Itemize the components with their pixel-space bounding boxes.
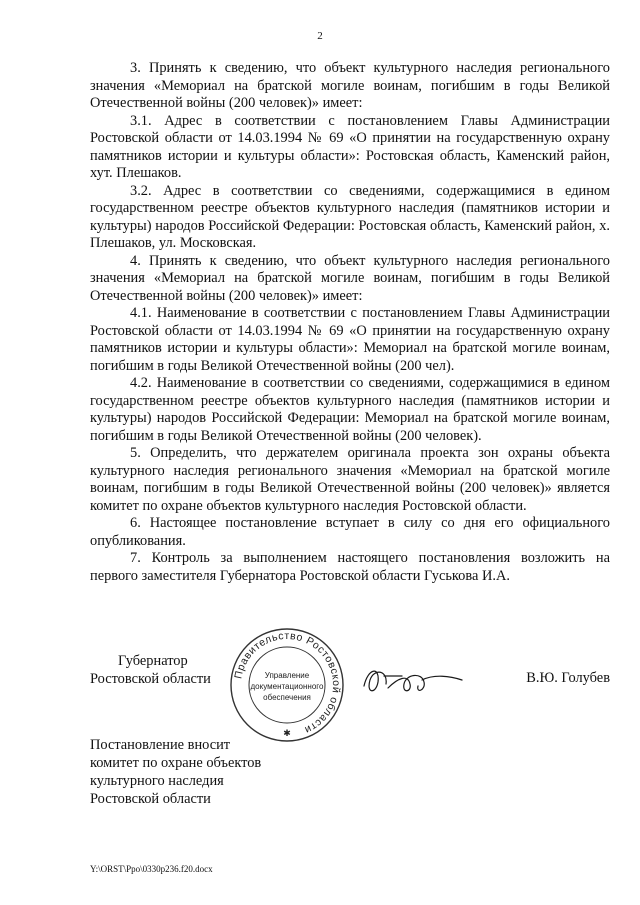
document-body [90,60,610,585]
stamp-inner-line3: обеспечения [263,693,311,702]
official-stamp [228,626,346,744]
paragraph-4: 4. Принять к сведению, что объект культурного наследия регионального значения «Мемориал на братской могиле воинам, погибшим в годы Великой Отечественной войны (200 человек)» имеет: [90,252,610,304]
paragraph-3: 3. Принять к сведению, что объект культурного наследия регионального значения «Мемориал на братской могиле воинам, погибшим в годы Великой Отечественной войны (200 человек)» имеет: [90,60,610,111]
handwritten-signature [358,660,478,702]
file-path: Y:\ORST\Ppo\0330p236.f20.docx [90,864,213,874]
governor-name: В.Ю. Голубев [526,670,610,686]
submitted-by-line3: культурного наследия [90,773,224,789]
stamp-outer-text: Правительство Ростовской области [232,629,343,737]
paragraph-3-2: 3.2. Адрес в соответствии со сведениями, содержащимися в едином государственном реестре объектов культурного наследия (памятников истории и культуры) народов Российской Федерации: Ростовская область, Каменский район, х. Плешаков, ул. Московская. [90,182,610,251]
submitted-by-line1: Постановление вносит [90,737,231,753]
signature-block [90,652,610,742]
stamp-inner-line2: документационного [250,682,324,691]
paragraph-6: 6. Настоящее постановление вступает в силу со дня его официального опубликования. [90,515,610,549]
submitted-by-line2: комитет по охране объектов [90,755,262,771]
governor-title-line2: Ростовской области [90,671,211,687]
paragraph-5: 5. Определить, что держателем оригинала проекта зон охраны объекта культурного наследия регионального значения «Мемориал на братской могиле воинам, погибшим в годы Великой Отечественной войны (200 человек)» является комитет по охране объектов культурного наследия Ростовской области. [90,445,610,514]
governor-title-line1: Губернатор [118,653,188,669]
paragraph-7: 7. Контроль за выполнением настоящего постановления возложить на первого заместителя Губернатора Ростовской области Гуськова И.А. [90,550,610,584]
paragraph-4-1: 4.1. Наименование в соответствии с постановлением Главы Администрации Ростовской области от 14.03.1994 № 69 «О принятии на государственную охрану памятников истории и культуры области»: Мемориал на братской могиле воинам, погибшим в годы Великой Отечественной войны (200 чел). [90,305,610,374]
governor-title [90,652,211,688]
submitted-by-line4: Ростовской области [90,791,211,807]
stamp-star-icon: ✱ [283,728,291,738]
stamp-inner-line1: Управление [264,671,310,680]
page-number: 2 [317,30,323,42]
submitted-by-note [90,736,261,808]
paragraph-3-1: 3.1. Адрес в соответствии с постановлением Главы Администрации Ростовской области от 14.03.1994 № 69 «О принятии на государственную охрану памятников истории и культуры области»: Ростовская область, Каменский район, хут. Плешаков. [90,112,610,181]
paragraph-4-2: 4.2. Наименование в соответствии со сведениями, содержащимися в едином государственном реестре объектов культурного наследия (памятников истории и культуры) народов Российской Федерации: Мемориал на братской могиле воинам, погибшим в годы Великой Отечественной войны (200 человек). [90,375,610,444]
